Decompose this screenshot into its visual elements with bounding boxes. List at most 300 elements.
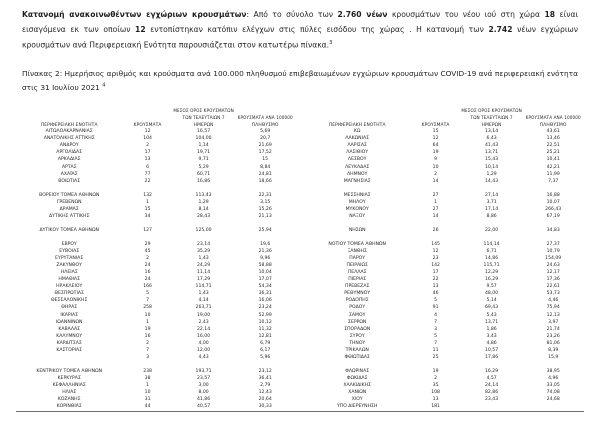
cell-avg7: 23,14 — [197, 242, 211, 248]
cell-avg7: 6,71 — [486, 249, 497, 255]
cell-region: ΜΗΛΟΥ — [348, 199, 366, 205]
cell-avg7: 16,57 — [197, 129, 211, 135]
table-row — [16, 227, 296, 234]
cell-region: ΧΑΛΚΙΔΙΚΗΣ — [343, 382, 372, 388]
cell-region: ΗΛΕΙΑΣ — [60, 270, 78, 276]
header-cases-left: ΚΡΟΥΣΜΑΤΑ — [133, 123, 162, 129]
cell-region: ΛΑΣΙΘΙΟΥ — [346, 150, 369, 156]
cell-cases: 238 — [143, 368, 152, 374]
table-row — [304, 326, 584, 333]
cell-cases: 64 — [432, 143, 439, 149]
cell-avg7: 48,00 — [485, 291, 499, 297]
cell-region: ΕΥΡΥΤΑΝΙΑΣ — [55, 256, 84, 262]
cell-avg7: 23,57 — [197, 375, 211, 381]
cell-cases: 22 — [144, 178, 151, 184]
cell-per100k: 23,26 — [546, 333, 560, 339]
header-spacer2-cases-right — [410, 113, 460, 120]
header-avg-line2-right: ΤΩΝ ΤΕΛΕΥΤΑΙΩΝ 7 — [470, 115, 513, 121]
table-row — [16, 389, 296, 396]
cell-cases: 14 — [432, 178, 439, 184]
intro-total-cases: 2.760 νέων — [337, 10, 388, 19]
table-row-spacer — [304, 220, 584, 227]
cell-cases: 15 — [432, 129, 439, 135]
cell-avg7: 24,29 — [197, 263, 211, 269]
table-row — [16, 319, 296, 326]
cell-cases: 19 — [432, 368, 439, 374]
cell-avg7: 16,29 — [485, 368, 499, 374]
cell-cases: 1 — [146, 199, 150, 205]
cell-avg7: 82,86 — [485, 390, 499, 396]
cell-avg7: 6,43 — [486, 136, 497, 142]
cell-cases: 19 — [432, 150, 439, 156]
cell-cases: 27 — [432, 192, 439, 198]
cell-avg7: 4,43 — [198, 354, 209, 360]
cell-cases: 44 — [144, 404, 151, 410]
cell-cases: 13 — [432, 397, 439, 403]
cell-avg7: 17,86 — [485, 354, 499, 360]
cell-region: ΑΡΤΑΣ — [61, 164, 77, 170]
cell-avg7: 115,71 — [483, 263, 500, 269]
cell-region: ΘΕΣΠΡΩΤΙΑΣ — [54, 291, 84, 297]
cell-avg7: 3,00 — [198, 382, 209, 388]
table-row — [16, 262, 296, 269]
cases-table-right — [304, 104, 584, 410]
cell-avg7: 104,00 — [195, 136, 212, 142]
cell-per100k: 43,61 — [546, 129, 560, 135]
cell-region: ΠΙΕΡΙΑΣ — [348, 277, 367, 283]
cell-region: ΚΟΡΙΝΘΙΑΣ — [56, 404, 82, 410]
cell-cases: 12 — [144, 129, 151, 135]
cell-cases: 5 — [146, 291, 150, 297]
cell-cases — [122, 220, 172, 227]
table-row — [304, 269, 584, 276]
table-row — [304, 368, 584, 375]
cell-region: ΦΩΚΙΔΑΣ — [346, 375, 368, 381]
cell-cases: 91 — [432, 305, 439, 311]
table-row — [304, 319, 584, 326]
cell-region: ΦΘΙΩΤΙΔΑΣ — [344, 354, 370, 360]
cell-avg7: 17,14 — [485, 206, 499, 212]
cell-region: ΑΡΓΟΛΙΔΑΣ — [56, 150, 83, 156]
table-row — [304, 375, 584, 382]
cell-region: ΚΕΡΚΥΡΑΣ — [57, 375, 81, 381]
cell-region: ΜΕΣΣΗΝΙΑΣ — [343, 192, 371, 198]
cell-per100k: 10,04 — [258, 270, 272, 276]
cell-per100k: 10,79 — [546, 249, 560, 255]
intro-text-5: νέων εγχώριων κρουσμάτων ανά Περιφερειακή Ενότητα παρουσιάζεται στον κατωτέρω πίνακα. — [22, 24, 578, 50]
cell-per100k: 33,05 — [546, 382, 560, 388]
cell-region: ΛΕΣΒΟΥ — [347, 157, 367, 163]
header-spacer2-left — [16, 113, 122, 120]
cell-per100k: 24,63 — [546, 263, 560, 269]
header-pop-line1-right: ΚΡΟΥΣΜΑΤΑ ΑΝΑ 100000 — [525, 115, 581, 121]
cell-avg7: 1,86 — [486, 326, 497, 332]
cell-cases: 29 — [144, 242, 151, 248]
caption-footnote-marker: 4 — [102, 82, 106, 89]
cell-per100k: 52,99 — [258, 312, 272, 318]
header-avg-line3-right: ΗΜΕΡΩΝ — [481, 123, 502, 129]
cell-per100k: 30,33 — [258, 404, 272, 410]
table-head-right — [304, 104, 584, 128]
cell-cases: 35 — [432, 382, 439, 388]
cell-avg7 — [461, 361, 523, 368]
intro-lead: Κατανομή ανακοινωθέντων εγχώριων κρουσμάτων — [22, 10, 247, 19]
cell-cases: 2 — [146, 256, 150, 262]
table-panel-right — [300, 104, 584, 410]
cell-cases: 24 — [144, 277, 151, 283]
header-row-bot-right — [304, 120, 584, 128]
cell-cases: 34 — [144, 213, 151, 219]
cell-cases: 2 — [146, 340, 150, 346]
cell-per100k: 12,81 — [258, 333, 272, 339]
cell-avg7 — [173, 361, 235, 368]
table-row — [16, 396, 296, 403]
cell-avg7: 3,43 — [486, 333, 497, 339]
table-row — [304, 213, 584, 220]
cell-avg7: 14,43 — [485, 178, 499, 184]
cell-cases: 22 — [432, 277, 439, 283]
intro-text-3: είναι εισαγόμενα εκ των οποίων — [22, 10, 579, 34]
cell-region: ΖΑΚΥΝΘΟΥ — [56, 263, 82, 269]
table-row — [16, 149, 296, 156]
table-row — [16, 304, 296, 311]
cell-avg7: 1,14 — [198, 143, 209, 149]
cell-per100k: 17,36 — [546, 277, 560, 283]
cell-region — [304, 361, 410, 368]
cell-per100k: 81,06 — [546, 340, 560, 346]
table-caption — [22, 67, 578, 94]
cell-avg7: 16,00 — [197, 333, 211, 339]
table-row — [304, 403, 584, 410]
table-row — [16, 276, 296, 283]
cell-avg7: 263,71 — [195, 305, 212, 311]
table-row — [304, 178, 584, 185]
table-row — [16, 290, 296, 297]
cell-cases — [410, 220, 460, 227]
cell-avg7: 9,57 — [486, 284, 497, 290]
cell-avg7: 113,43 — [195, 192, 212, 198]
cell-per100k: 34,83 — [546, 227, 560, 233]
cell-per100k: 3,97 — [548, 319, 559, 325]
cell-cases: 108 — [431, 390, 440, 396]
cell-region: ΥΠΟ ΔΙΕΡΕΥΝΗΣΗ — [336, 404, 378, 410]
cell-region: ΣΑΜΟΥ — [348, 312, 366, 318]
cell-cases: 7 — [434, 340, 438, 346]
cell-per100k: 36,41 — [258, 375, 272, 381]
cases-table-left — [16, 104, 296, 410]
cell-per100k: 3,15 — [260, 199, 271, 205]
cell-region: ΑΝΑΤΟΛΙΚΗΣ ΑΤΤΙΚΗΣ — [43, 136, 95, 142]
cell-region — [304, 220, 410, 227]
table-row — [16, 164, 296, 171]
cell-avg7: 4,14 — [198, 298, 209, 304]
table-row — [16, 156, 296, 163]
cell-avg7: 1,29 — [486, 171, 497, 177]
cell-per100k: 15,9 — [548, 354, 559, 360]
cell-per100k: 8,39 — [548, 347, 559, 353]
header-row-mid-right — [304, 113, 584, 120]
table-row — [16, 382, 296, 389]
cell-cases: 3 — [434, 326, 438, 332]
cell-cases: 77 — [144, 171, 151, 177]
table-row — [304, 340, 584, 347]
cell-cases — [410, 361, 460, 368]
cell-avg7: 41,86 — [197, 397, 211, 403]
table-bottom-rule — [16, 411, 584, 412]
table-row — [16, 347, 296, 354]
cell-avg7 — [461, 234, 523, 241]
cell-avg7: 5,43 — [486, 312, 497, 318]
cell-per100k: 17,07 — [258, 277, 272, 283]
cell-region: ΧΙΟΥ — [351, 397, 363, 403]
table-body-left — [16, 128, 296, 410]
table-row — [304, 164, 584, 171]
table-row — [304, 227, 584, 234]
cell-region: ΗΛΙΑΣ — [62, 390, 77, 396]
cell-region: ΒΟΡΕΙΟΥ ΤΟΜΕΑ ΑΘΗΝΩΝ — [39, 192, 100, 198]
header-spacer-cases-right — [410, 104, 460, 113]
cell-per100k — [234, 185, 296, 192]
cell-per100k: 15 — [262, 157, 269, 163]
cell-cases: 14 — [432, 213, 439, 219]
cell-per100k: 10,41 — [546, 157, 560, 163]
cell-region: ΠΕΛΛΑΣ — [347, 270, 367, 276]
cell-per100k: 12,43 — [258, 390, 272, 396]
intro-gate-cases: 12 — [135, 24, 146, 34]
header-avg-line3-left: ΗΜΕΡΩΝ — [193, 123, 214, 129]
cell-region: ΚΑΛΥΜΝΟΥ — [56, 333, 83, 339]
table-row-spacer — [16, 234, 296, 241]
cell-avg7: 19,71 — [197, 150, 211, 156]
table-row — [304, 142, 584, 149]
cell-region: ΛΗΜΝΟΥ — [346, 171, 368, 177]
cell-per100k: 21,13 — [258, 213, 272, 219]
table-row — [304, 297, 584, 304]
cell-cases — [122, 234, 172, 241]
cell-avg7 — [461, 220, 523, 227]
cell-per100k: 23,24 — [258, 305, 272, 311]
table-row-spacer — [304, 185, 584, 192]
cell-region: ΣΠΟΡΑΔΩΝ — [344, 326, 371, 332]
cell-per100k: 4,46 — [548, 298, 559, 304]
cell-region — [304, 185, 410, 192]
cell-cases: 5 — [434, 333, 438, 339]
header-region-right: ΠΕΡΙΦΕΡΕΙΑΚΗ ΕΝΟΤΗΤΑ — [328, 123, 386, 129]
cell-per100k: 58,88 — [258, 263, 272, 269]
table-row — [16, 333, 296, 340]
cell-cases: 38 — [144, 375, 151, 381]
table-row — [16, 255, 296, 262]
cell-region — [16, 220, 122, 227]
cell-region: ΑΝΔΡΟΥ — [59, 143, 79, 149]
cell-region: ΚΑΒΑΛΑΣ — [58, 326, 81, 332]
cell-per100k: 16,88 — [546, 192, 560, 198]
cell-avg7: 17,29 — [197, 277, 211, 283]
cell-avg7 — [173, 220, 235, 227]
cell-per100k: 11,32 — [258, 326, 272, 332]
cell-avg7: 10,14 — [485, 164, 499, 170]
cell-avg7: 16,86 — [197, 178, 211, 184]
cell-region: ΧΑΝΙΩΝ — [348, 390, 367, 396]
table-row — [304, 389, 584, 396]
cell-cases: 19 — [144, 326, 151, 332]
cell-cases: 15 — [144, 206, 151, 212]
header-row-top-left — [16, 104, 296, 113]
cell-region: ΠΕΙΡΑΙΩΣ — [346, 263, 368, 269]
table-row-spacer — [16, 220, 296, 227]
cell-cases: 16 — [144, 270, 151, 276]
cell-region: ΞΑΝΘΗΣ — [347, 249, 367, 255]
cell-per100k: 9,96 — [260, 256, 271, 262]
cell-cases: 25 — [432, 354, 439, 360]
cell-cases: 7 — [434, 319, 438, 325]
cell-region: ΛΑΡΙΣΑΣ — [347, 143, 367, 149]
table-row — [304, 347, 584, 354]
table-row — [304, 312, 584, 319]
cell-cases: 1 — [146, 319, 150, 325]
cell-cases: 31 — [144, 397, 151, 403]
table-row — [304, 255, 584, 262]
table-row — [16, 213, 296, 220]
table-row — [16, 297, 296, 304]
cell-cases: 142 — [431, 263, 440, 269]
cell-region: ΜΥΚΟΝΟΥ — [345, 206, 369, 212]
cell-avg7 — [173, 234, 235, 241]
cell-cases: 2 — [434, 375, 438, 381]
cell-cases: 258 — [143, 305, 152, 311]
table-row — [16, 178, 296, 185]
cell-avg7: 35,29 — [197, 249, 211, 255]
cell-cases: 5 — [434, 298, 438, 304]
cell-region: ΤΗΝΟΥ — [349, 340, 366, 346]
cell-per100k: 22,61 — [546, 284, 560, 290]
cell-avg7 — [461, 403, 523, 410]
cell-per100k: 18,66 — [258, 178, 272, 184]
cell-cases: 16 — [144, 333, 151, 339]
cell-region: ΝΟΤΙΟΥ ΤΟΜΕΑ ΑΘΗΝΩΝ — [328, 242, 386, 248]
table-row-spacer — [16, 185, 296, 192]
cell-cases: 17 — [144, 150, 151, 156]
cell-region: ΙΚΑΡΙΑΣ — [60, 312, 79, 318]
cell-region: ΚΑΡΔΙΤΣΑΣ — [56, 340, 82, 346]
cell-cases: 6 — [146, 164, 150, 170]
cell-avg7: 125,00 — [195, 227, 212, 233]
cell-per100k: 8,84 — [260, 164, 271, 170]
cell-region: ΛΕΥΚΑΔΑΣ — [345, 164, 370, 170]
cell-avg7: 11,14 — [197, 270, 211, 276]
cell-avg7: 8,86 — [486, 213, 497, 219]
cell-per100k: 12,17 — [546, 270, 560, 276]
cell-cases: 26 — [432, 227, 439, 233]
cell-region: ΡΟΔΟΥ — [349, 305, 366, 311]
cell-region: ΚΟΖΑΝΗΣ — [57, 397, 81, 403]
cell-avg7: 8,14 — [198, 206, 209, 212]
cell-per100k: 21,69 — [258, 143, 272, 149]
cell-region: ΑΙΤΩΛΟΑΚΑΡΝΑΝΙΑΣ — [45, 129, 93, 135]
intro-imported-cases: 18 — [544, 10, 556, 19]
cell-cases: 45 — [144, 249, 151, 255]
cell-per100k: 7,37 — [548, 178, 559, 184]
table-row — [304, 262, 584, 269]
table-row — [304, 241, 584, 248]
cell-region: ΔΡΑΜΑΣ — [59, 206, 79, 212]
table-row — [16, 206, 296, 213]
cell-per100k: 12,13 — [546, 312, 560, 318]
cell-region: ΝΗΣΩΝ — [348, 227, 366, 233]
cell-cases: 17 — [432, 270, 439, 276]
cell-region: ΔΥΤΙΚΟΥ ΤΟΜΕΑ ΑΘΗΝΩΝ — [39, 227, 99, 233]
cell-cases: 7 — [146, 298, 150, 304]
table-row — [16, 135, 296, 142]
cell-avg7: 8,00 — [198, 390, 209, 396]
cell-per100k: 20,64 — [258, 397, 272, 403]
header-avg-line1-left: ΜΕΣΟΣ ΟΡΟΣ ΚΡΟΥΣΜΑΤΩΝ — [173, 108, 234, 114]
header-spacer-left — [16, 104, 122, 113]
cell-avg7: 9,71 — [198, 157, 209, 163]
cell-per100k — [522, 361, 584, 368]
table-row — [304, 290, 584, 297]
cell-avg7: 27,14 — [485, 192, 499, 198]
cell-per100k: 21,36 — [258, 249, 272, 255]
cell-avg7 — [173, 185, 235, 192]
table-row-spacer — [304, 361, 584, 368]
table-head-left — [16, 104, 296, 128]
cell-avg7: 14,86 — [485, 256, 499, 262]
cell-region: ΘΗΡΑΣ — [61, 305, 78, 311]
header-row-top-right — [304, 104, 584, 113]
table-row — [16, 354, 296, 361]
cell-region: ΓΡΕΒΕΝΩΝ — [56, 199, 82, 205]
cell-cases — [122, 185, 172, 192]
cell-avg7: 12,29 — [485, 270, 499, 276]
cell-region: ΤΡΙΚΑΛΩΝ — [345, 347, 369, 353]
header-spacer-cases-left — [122, 104, 172, 113]
cell-per100k: 54,34 — [258, 284, 272, 290]
cell-region: ΡΟΔΟΠΗΣ — [345, 298, 369, 304]
table-row — [16, 326, 296, 333]
header-spacer2-cases-left — [122, 113, 172, 120]
cell-avg7: 1,43 — [198, 256, 209, 262]
cell-per100k — [522, 234, 584, 241]
cell-region: ΠΡΕΒΕΖΑΣ — [345, 284, 370, 290]
table-row-spacer — [16, 361, 296, 368]
cell-region: ΙΩΑΝΝΙΝΩΝ — [55, 319, 83, 325]
header-spacer-pop-right — [522, 104, 584, 113]
header-region-left: ΠΕΡΙΦΕΡΕΙΑΚΗ ΕΝΟΤΗΤΑ — [40, 123, 98, 129]
report-page — [0, 8, 600, 438]
cell-avg7: 16,29 — [485, 277, 499, 283]
header-spacer-pop-left — [234, 104, 296, 113]
cell-avg7: 2,43 — [198, 319, 209, 325]
table-row — [304, 276, 584, 283]
cell-cases: 10 — [144, 390, 151, 396]
cell-per100k — [522, 220, 584, 227]
cell-per100k: 17,52 — [258, 150, 272, 156]
cell-per100k: 53,73 — [546, 291, 560, 297]
cell-per100k — [234, 234, 296, 241]
header-row-bot-left — [16, 120, 296, 128]
table-row — [16, 241, 296, 248]
cell-avg7: 40,57 — [197, 404, 211, 410]
cell-avg7: 114,14 — [483, 242, 500, 248]
table-row — [16, 192, 296, 199]
cell-avg7: 19,00 — [197, 312, 211, 318]
table-row — [16, 368, 296, 375]
header-spacer2-right — [304, 113, 410, 120]
cell-region: ΑΡΚΑΔΙΑΣ — [57, 157, 81, 163]
cell-per100k: 5,96 — [260, 354, 271, 360]
header-row-mid-left — [16, 113, 296, 120]
